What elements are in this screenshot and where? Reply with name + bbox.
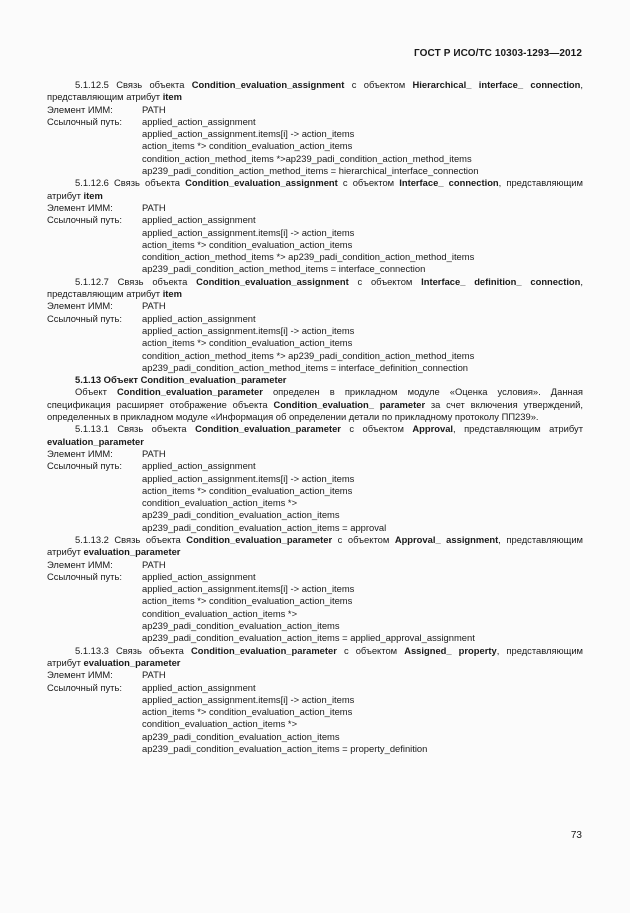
path-line: condition_action_method_items *> ap239_padi_condition_action_method_items (142, 349, 475, 361)
path-row: Ссылочный путь: applied_action_assignment (47, 115, 256, 127)
section-5-1-12-6 (47, 177, 583, 275)
element-row: Элемент ИММ: PATH (47, 669, 166, 681)
path-line: ap239_padi_condition_evaluation_action_items (142, 620, 340, 632)
path-line: condition_action_method_items *>ap239_padi_condition_action_method_items (142, 152, 472, 164)
element-row: Элемент ИММ: PATH (47, 558, 166, 570)
path-line: applied_action_assignment.items[i] -> action_items (142, 693, 355, 705)
path-line: condition_evaluation_action_items *> (142, 718, 298, 730)
section-description: Объект Condition_evaluation_parameter определен в прикладном модуле «Оценка условия». Данная спецификация расширяет отображение объекта Condition_evaluation_ parameter за счет включения утверждений, определенных в прикладном модуле «Информация об определении детали по прикладному протоколу ПП239». (47, 386, 583, 423)
path-line: action_items *> condition_evaluation_action_items (142, 238, 353, 250)
section-title: 5.1.13.1 Связь объекта Condition_evaluation_parameter с объектом Approval, представляющим атрибут evaluation_parameter (47, 423, 583, 447)
path-row: Ссылочный путь: applied_action_assignment (47, 214, 256, 226)
section-title: 5.1.12.6 Связь объекта Condition_evaluation_assignment с объектом Interface_ connection, представляющим атрибут item (47, 177, 583, 201)
page-number: 73 (570, 830, 582, 841)
section-5-1-12-5 (47, 79, 583, 177)
section-heading: 5.1.13 Объект Condition_evaluation_parameter (75, 374, 287, 386)
path-row: Ссылочный путь: applied_action_assignment (47, 570, 256, 582)
section-title: 5.1.13.3 Связь объекта Condition_evaluation_parameter с объектом Assigned_ property, представляющим атрибут evaluation_parameter (47, 644, 583, 668)
path-line: action_items *> condition_evaluation_action_items (142, 484, 353, 496)
path-row: Ссылочный путь: applied_action_assignment (47, 312, 256, 324)
document-body (47, 79, 583, 755)
section-5-1-13 (47, 374, 583, 423)
section-5-1-12-7 (47, 276, 583, 374)
path-line: ap239_padi_condition_evaluation_action_items (142, 730, 340, 742)
section-title: 5.1.12.7 Связь объекта Condition_evaluation_assignment с объектом Interface_ definition_ connection, представляющим атрибут item (47, 275, 583, 300)
path-line: ap239_padi_condition_evaluation_action_items = applied_approval_assignment (142, 632, 475, 644)
path-line: condition_action_method_items *> ap239_padi_condition_action_method_items (142, 251, 475, 263)
path-line: condition_evaluation_action_items *> (142, 607, 298, 619)
path-line: applied_action_assignment.items[i] -> action_items (142, 324, 355, 336)
element-row: Элемент ИММ: PATH (47, 300, 166, 312)
path-line: applied_action_assignment.items[i] -> action_items (142, 472, 355, 484)
section-title: 5.1.13.2 Связь объекта Condition_evaluation_parameter с объектом Approval_ assignment, представляющим атрибут evaluation_parameter (47, 533, 583, 558)
element-row: Элемент ИММ: PATH (47, 447, 166, 459)
section-5-1-13-1 (47, 423, 583, 534)
document-header: ГОСТ Р ИСО/ТС 10303-1293—2012 (414, 48, 582, 59)
path-line: action_items *> condition_evaluation_action_items (142, 140, 353, 152)
path-line: applied_action_assignment.items[i] -> action_items (142, 226, 355, 238)
section-5-1-13-3 (47, 645, 583, 756)
path-line: ap239_padi_condition_action_method_items = interface_connection (142, 263, 426, 275)
path-line: action_items *> condition_evaluation_action_items (142, 595, 353, 607)
path-line: condition_evaluation_action_items *> (142, 497, 298, 509)
path-row: Ссылочный путь: applied_action_assignment (47, 460, 256, 472)
section-5-1-13-2 (47, 534, 583, 645)
path-line: ap239_padi_condition_evaluation_action_items = approval (142, 521, 387, 533)
section-title: 5.1.12.5 Связь объекта Condition_evaluation_assignment с объектом Hierarchical_ interface_ connection, представляющим атрибут item (47, 79, 583, 103)
path-line: action_items *> condition_evaluation_action_items (142, 706, 353, 718)
path-row: Ссылочный путь: applied_action_assignment (47, 681, 256, 693)
path-line: ap239_padi_condition_evaluation_action_items (142, 509, 340, 521)
path-line: action_items *> condition_evaluation_action_items (142, 337, 353, 349)
path-line: ap239_padi_condition_action_method_items = interface_definition_connection (142, 361, 469, 373)
path-line: applied_action_assignment.items[i] -> action_items (142, 583, 355, 595)
path-line: ap239_padi_condition_action_method_items = hierarchical_interface_connection (142, 165, 479, 177)
path-line: ap239_padi_condition_evaluation_action_items = property_definition (142, 743, 428, 755)
element-row: Элемент ИММ: PATH (47, 103, 166, 115)
element-row: Элемент ИММ: PATH (47, 201, 166, 213)
path-line: applied_action_assignment.items[i] -> action_items (142, 128, 355, 140)
